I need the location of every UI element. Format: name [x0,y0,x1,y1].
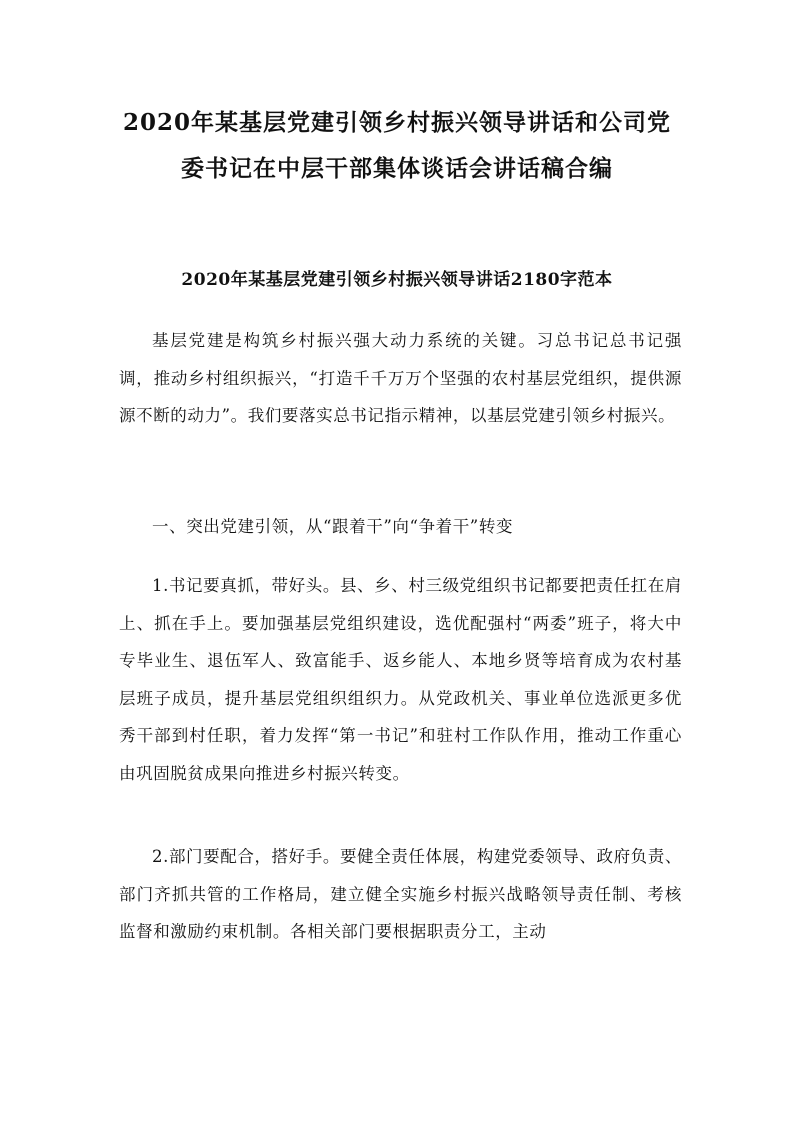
title-line-1: 2020年某基层党建引领乡村振兴领导讲话和公司党 [122,109,671,136]
section-1-heading: 一、突出党建引领，从“跟着干”向“争着干”转变 [152,517,514,536]
document-title [96,100,698,192]
point-2-paragraph: 2.部门要配合，搭好手。要健全责任体展，构建党委领导、政府负责、部门齐抓共管的工作格局，建立健全实施乡村振兴战略领导责任制、考核监督和激励约束机制。各相关部门要根据职责分工，主动 [119,847,682,941]
title-line-2: 委书记在中层干部集体谈话会讲话稿合编 [181,155,613,182]
intro-paragraph: 基层党建是构筑乡村振兴强大动力系统的关键。习总书记总书记强调，推动乡村组织振兴，“打造千千万万个坚强的农村基层党组织，提供源源不断的动力”。我们要落实总书记指示精神，以基层党建引领乡村振兴。 [119,331,682,425]
section-subtitle: 2020年某基层党建引领乡村振兴领导讲话2180字范本 [181,270,613,290]
point-1-paragraph: 1.书记要真抓，带好头。县、乡、村三级党组织书记都要把责任扛在肩上、抓在手上。要加强基层党组织建设，选优配强村“两委”班子，将大中专毕业生、退伍军人、致富能手、返乡能人、本地乡贤等培育成为农村基层班子成员，提升基层党组织组织力。从党政机关、事业单位选派更多优秀干部到村任职，着力发挥“第一书记”和驻村工作队作用，推动工作重心由巩固脱贫成果向推进乡村振兴转变。 [119,576,682,783]
